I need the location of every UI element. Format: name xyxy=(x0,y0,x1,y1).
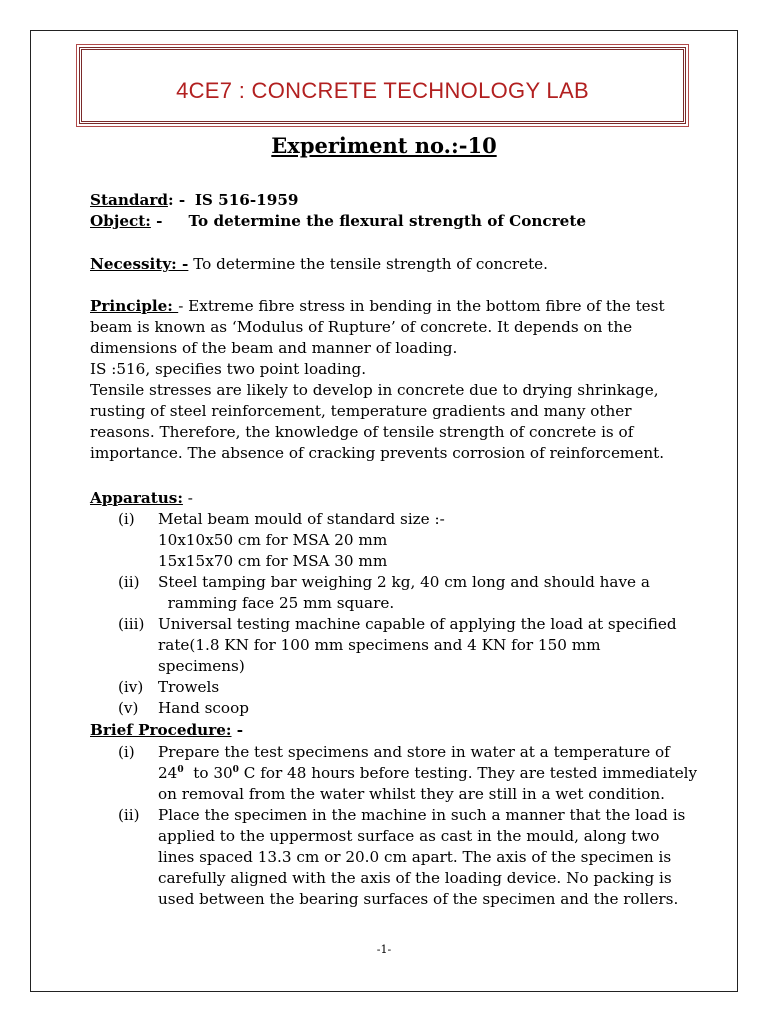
apparatus-heading: Apparatus: - xyxy=(90,489,193,507)
object-line xyxy=(90,211,690,232)
standard-line xyxy=(90,190,690,211)
header-box xyxy=(79,47,686,124)
principle-section xyxy=(90,296,690,464)
necessity-label: Necessity: - xyxy=(90,255,189,273)
list-item: (ii) Place the specimen in the machine in such a manner that the load is applied to the uppermost surface as cast in the mould, along two lines spaced 13.3 cm or 20.0 cm apart. The axis of the specimen is carefully aligned with the axis of the loading device. No packing is used between the bearing surfaces of the specimen and the rollers. xyxy=(118,806,686,908)
object-sep: - xyxy=(150,212,163,230)
list-item: (ii) Steel tamping bar weighing 2 kg, 40 cm long and should have a ramming face 25 mm square. xyxy=(118,573,650,612)
principle-line: Principle: - Extreme fibre stress in bending in the bottom fibre of the test xyxy=(90,297,665,315)
procedure-list xyxy=(90,742,698,910)
necessity-value: To determine the tensile strength of concrete. xyxy=(188,255,548,273)
procedure-label: Brief Procedure: xyxy=(90,721,232,739)
page-number: -1- xyxy=(376,943,392,956)
experiment-title: Experiment no.:-10 xyxy=(271,133,497,158)
object-value: To determine the flexural strength of Concrete xyxy=(188,212,586,230)
apparatus-list xyxy=(90,509,690,719)
principle-line: rusting of steel reinforcement, temperature gradients and many other xyxy=(90,402,632,420)
principle-line: dimensions of the beam and manner of loading. xyxy=(90,339,458,357)
list-item: (iv) Trowels xyxy=(118,678,220,696)
principle-label: Principle: xyxy=(90,297,179,315)
principle-line: importance. The absence of cracking prevents corrosion of reinforcement. xyxy=(90,444,665,462)
lab-title: 4CE7 : CONCRETE TECHNOLOGY LAB xyxy=(176,78,589,103)
list-item: (iii) Universal testing machine capable of applying the load at specified rate(1.8 KN for 100 mm specimens and 4 KN for 150 mm specimens) xyxy=(118,615,677,675)
necessity-line xyxy=(90,254,690,275)
standard-label: Standard xyxy=(90,191,168,209)
principle-line: beam is known as ‘Modulus of Rupture’ of concrete. It depends on the xyxy=(90,318,633,336)
standard-sep: : - xyxy=(167,191,186,209)
list-item: (i) Prepare the test specimens and store in water at a temperature of $24^0$ to $30^0$ C for 48 hours before testing. They are tested immediately on removal from the water whilst they are still in a wet condition. xyxy=(118,743,698,803)
principle-line: reasons. Therefore, the knowledge of tensile strength of concrete is of xyxy=(90,423,634,441)
apparatus-label: Apparatus: xyxy=(90,489,183,507)
list-item: (i) Metal beam mould of standard size :- 10x10x50 cm for MSA 20 mm 15x15x70 cm for MSA 30 mm xyxy=(118,510,445,570)
standard-value: IS 516-1959 xyxy=(194,191,299,209)
principle-line: IS :516, specifies two point loading. xyxy=(90,360,367,378)
list-item: (v) Hand scoop xyxy=(118,699,249,717)
principle-line: Tensile stresses are likely to develop in concrete due to drying shrinkage, xyxy=(90,381,659,399)
object-label: Object: xyxy=(90,212,151,230)
procedure-heading: Brief Procedure: - xyxy=(90,721,244,739)
